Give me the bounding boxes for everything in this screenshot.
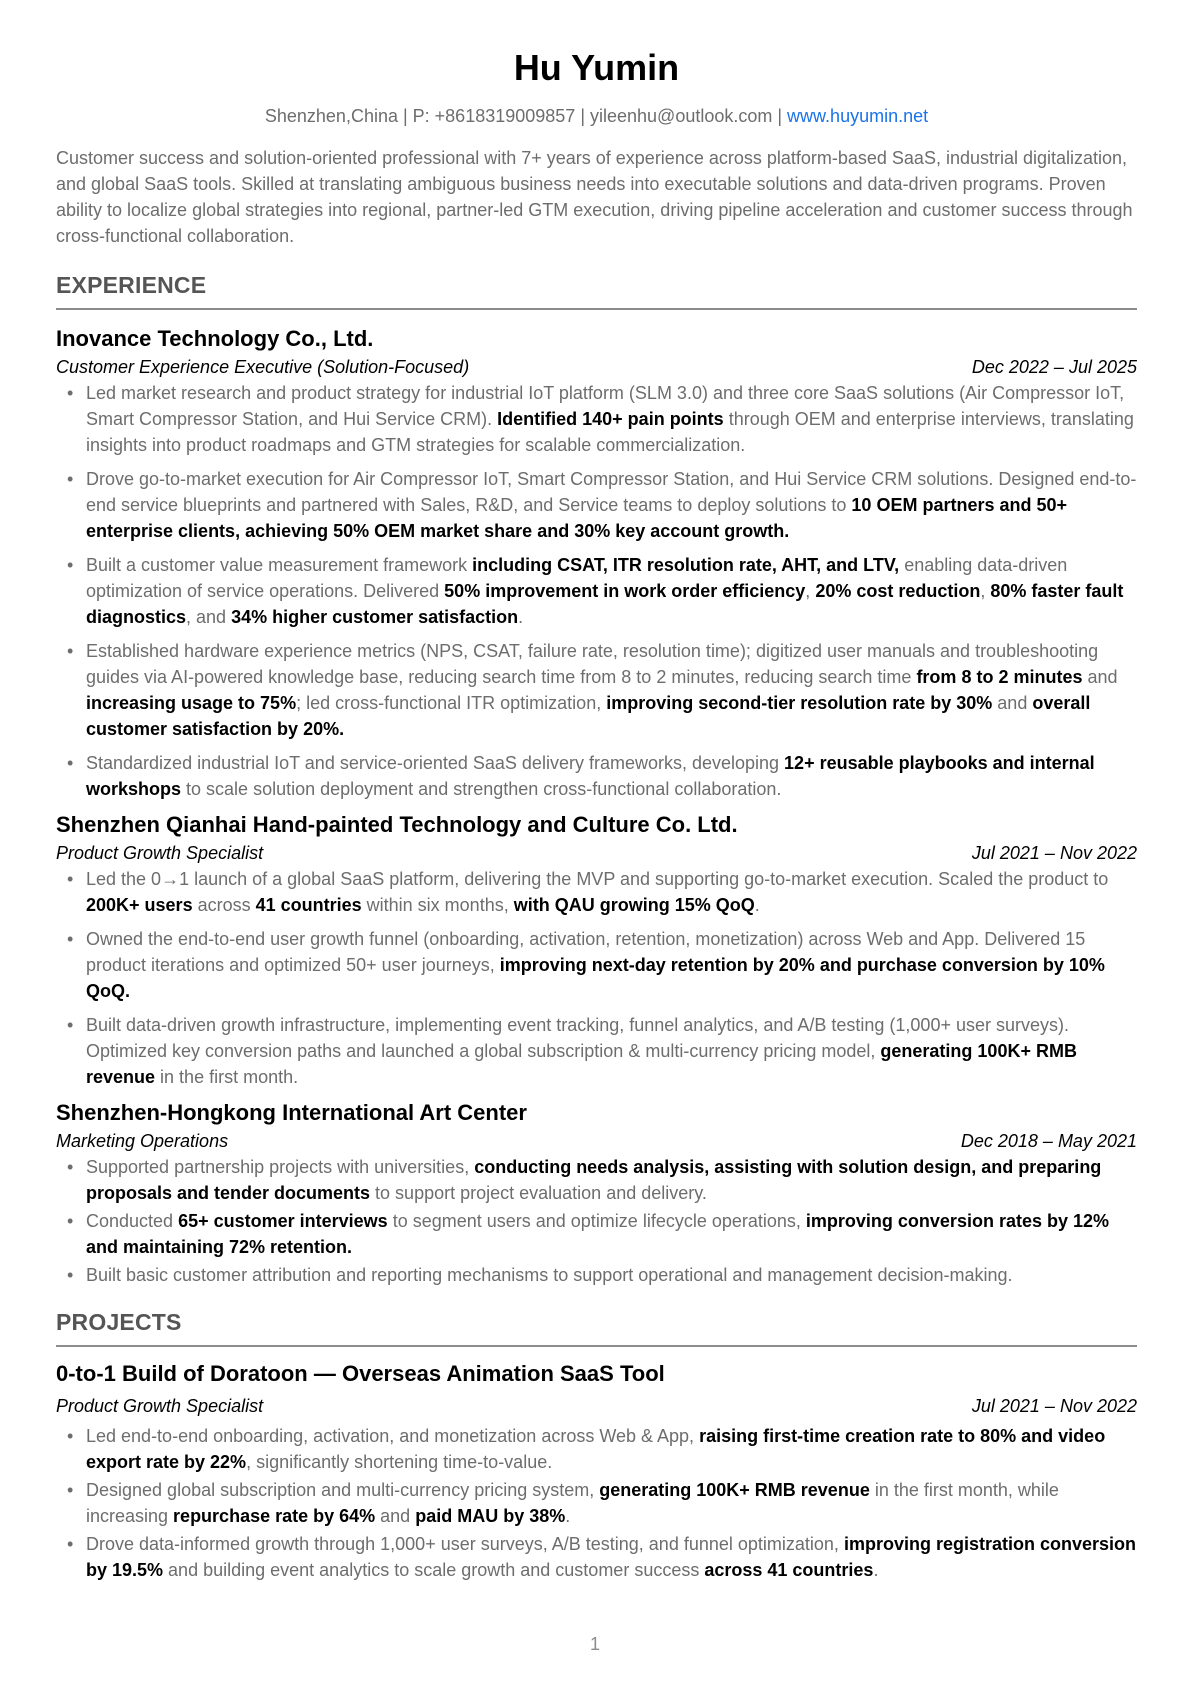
bold-text: improving registration conversion by 19.5% bbox=[86, 1534, 1136, 1580]
text: Led end-to-end onboarding, activation, and monetization across Web & App, bbox=[86, 1426, 700, 1446]
bold-text: generating 100K+ RMB revenue bbox=[86, 1041, 1077, 1087]
entry-title: Shenzhen Qianhai Hand-painted Technology and Culture Co. Ltd. bbox=[56, 812, 738, 837]
text: . bbox=[518, 607, 524, 627]
candidate-name: Hu Yumin bbox=[513, 47, 680, 88]
role-row bbox=[56, 1128, 1137, 1154]
role-row bbox=[56, 1393, 1137, 1419]
text: . bbox=[565, 1506, 571, 1526]
page-number: 1 bbox=[589, 1634, 600, 1654]
bullet-dot: • bbox=[67, 1015, 74, 1035]
text: and bbox=[375, 1506, 416, 1526]
text: Drove data-informed growth through 1,000+ user surveys, A/B testing, and funnel optimization, bbox=[86, 1534, 844, 1554]
text: in the first month. bbox=[155, 1067, 299, 1087]
role-title: Customer Experience Executive (Solution-Focused) bbox=[56, 357, 470, 377]
bullet-dot: • bbox=[67, 1265, 74, 1285]
bold-text: Identified 140+ pain points bbox=[497, 409, 724, 429]
bullet-dot: • bbox=[67, 383, 74, 403]
text: to segment users and optimize lifecycle operations, bbox=[387, 1211, 806, 1231]
text: Conducted bbox=[86, 1211, 179, 1231]
bold-text: 50% improvement in work order efficiency bbox=[444, 581, 806, 601]
bullet-dot: • bbox=[67, 1426, 74, 1446]
bullet-item bbox=[56, 926, 1137, 1004]
text: Standardized industrial IoT and service-oriented SaaS delivery frameworks, developing bbox=[86, 753, 785, 773]
contact-details: Shenzhen,China | P: +8618319009857 | yileenhu@outlook.com | bbox=[264, 106, 788, 126]
role-title: Product Growth Specialist bbox=[56, 1396, 264, 1416]
bold-text: overall customer satisfaction by 20%. bbox=[86, 693, 1091, 739]
section-title-experience: EXPERIENCE bbox=[56, 269, 1137, 310]
bold-text: 65+ customer interviews bbox=[178, 1211, 388, 1231]
text: Designed global subscription and multi-currency pricing system, bbox=[86, 1480, 600, 1500]
text: , and bbox=[186, 607, 232, 627]
bullet-list bbox=[56, 1154, 1137, 1288]
bullet-item bbox=[56, 1012, 1137, 1090]
bullet-item bbox=[56, 1423, 1137, 1475]
bold-text: across 41 countries bbox=[704, 1560, 874, 1580]
bold-text: paid MAU by 38% bbox=[415, 1506, 566, 1526]
bullet-dot: • bbox=[67, 1480, 74, 1500]
bullet-dot: • bbox=[67, 1157, 74, 1177]
bullet-item bbox=[56, 866, 1137, 918]
text: and bbox=[992, 693, 1033, 713]
bullet-dot: • bbox=[67, 555, 74, 575]
text: , significantly shortening time-to-value. bbox=[246, 1452, 553, 1472]
bold-text: 10 OEM partners and 50+ enterprise clients, achieving 50% OEM market share and 30% key account growth. bbox=[86, 495, 1068, 541]
text: Drove go-to-market execution for Air Compressor IoT, Smart Compressor Station, and Hui Service CRM solutions. Designed end-to-end service blueprints and partnered with Sales, R&D, and Service teams to deploy solutions to bbox=[86, 469, 1137, 515]
bullet-list bbox=[56, 380, 1137, 802]
text: . bbox=[873, 1560, 879, 1580]
bold-text: improving second-tier resolution rate by 30% bbox=[606, 693, 993, 713]
text: to scale solution deployment and strengthen cross-functional collaboration. bbox=[181, 779, 782, 799]
date-range: Jul 2021 – Nov 2022 bbox=[971, 843, 1137, 863]
text: in the first month, while increasing bbox=[86, 1480, 1059, 1526]
bullet-item bbox=[56, 1154, 1137, 1206]
bullet-dot: • bbox=[67, 469, 74, 489]
bullet-item bbox=[56, 1477, 1137, 1529]
text: and building event analytics to scale growth and customer success bbox=[163, 1560, 705, 1580]
bold-text: 80% faster fault diagnostics bbox=[86, 581, 1124, 627]
bullet-list bbox=[56, 866, 1137, 1090]
bold-text: 20% cost reduction bbox=[815, 581, 981, 601]
bold-text: generating 100K+ RMB revenue bbox=[599, 1480, 870, 1500]
text: across bbox=[192, 895, 256, 915]
date-range: Dec 2022 – Jul 2025 bbox=[971, 357, 1137, 377]
summary: Customer success and solution-oriented professional with 7+ years of experience across platform-based SaaS, industrial digitalization, and global SaaS tools. Skilled at translating ambiguous business needs into executable solutions and data-driven programs. Proven ability to localize global strategies into regional, partner-led GTM execution, driving pipeline acceleration and customer success through cross-functional collaboration. bbox=[56, 148, 1133, 246]
bullet-dot: • bbox=[67, 641, 74, 661]
bold-text: including CSAT, ITR resolution rate, AHT, and LTV, bbox=[472, 555, 900, 575]
projects-list bbox=[56, 1359, 1137, 1583]
text: and bbox=[1082, 667, 1118, 687]
bold-text: 34% higher customer satisfaction bbox=[231, 607, 519, 627]
bullet-dot: • bbox=[67, 869, 74, 889]
bullet-item bbox=[56, 1531, 1137, 1583]
text: Led market research and product strategy for industrial IoT platform (SLM 3.0) and three core SaaS solutions (Air Compressor IoT, Smart Compressor Station, and Hui Service CRM). bbox=[86, 383, 1125, 429]
bullet-item bbox=[56, 380, 1137, 458]
bullet-item bbox=[56, 552, 1137, 630]
text: , bbox=[805, 581, 816, 601]
text: enabling data-driven optimization of service operations. Delivered bbox=[86, 555, 1068, 601]
contact-line bbox=[56, 102, 1137, 130]
text: Owned the end-to-end user growth funnel (onboarding, activation, retention, monetization) across Web and App. Delivered 15 product iterations and optimized 50+ user journeys, bbox=[86, 929, 1086, 975]
bold-text: improving next-day retention by 20% and purchase conversion by 10% QoQ. bbox=[86, 955, 1105, 1001]
bold-text: conducting needs analysis, assisting with solution design, and preparing proposals and tender documents bbox=[86, 1157, 1102, 1203]
bold-text: 41 countries bbox=[255, 895, 362, 915]
bullet-item bbox=[56, 1208, 1137, 1260]
website-link[interactable]: www.huyumin.net bbox=[787, 106, 929, 126]
text: to support project evaluation and delivery. bbox=[370, 1183, 707, 1203]
bold-text: 200K+ users bbox=[86, 895, 193, 915]
bold-text: improving conversion rates by 12% and maintaining 72% retention. bbox=[86, 1211, 1110, 1257]
text: through OEM and enterprise interviews, translating insights into product roadmaps and GTM strategies for scalable commercialization. bbox=[86, 409, 1134, 455]
section-title-projects: PROJECTS bbox=[56, 1306, 1137, 1347]
bullet-list bbox=[56, 1423, 1137, 1583]
bold-text: 12+ reusable playbooks and internal workshops bbox=[86, 753, 1095, 799]
text: Led the 0→1 launch of a global SaaS platform, delivering the MVP and supporting go-to-market execution. Scaled the product to bbox=[86, 869, 1109, 889]
bullet-dot: • bbox=[67, 1534, 74, 1554]
experience-list bbox=[56, 324, 1137, 1288]
text: ; led cross-functional ITR optimization, bbox=[296, 693, 607, 713]
date-range: Dec 2018 – May 2021 bbox=[960, 1131, 1137, 1151]
text: Established hardware experience metrics (NPS, CSAT, failure rate, resolution time); digitized user manuals and troubleshooting guides via AI-powered knowledge base, reducing search time from 8 to 2 minutes, reducing search time bbox=[86, 641, 1099, 687]
text: . bbox=[754, 895, 760, 915]
role-row bbox=[56, 840, 1137, 866]
bullet-dot: • bbox=[67, 1211, 74, 1231]
bold-text: increasing usage to 75% bbox=[86, 693, 297, 713]
text: Built basic customer attribution and reporting mechanisms to support operational and management decision-making. bbox=[86, 1265, 1013, 1285]
bullet-item bbox=[56, 1262, 1137, 1288]
resume-page bbox=[56, 0, 1137, 1585]
bullet-item bbox=[56, 750, 1137, 802]
entry-title: Inovance Technology Co., Ltd. bbox=[56, 326, 374, 351]
role-title: Marketing Operations bbox=[56, 1131, 229, 1151]
date-range: Jul 2021 – Nov 2022 bbox=[971, 1396, 1137, 1416]
text: within six months, bbox=[361, 895, 514, 915]
bullet-dot: • bbox=[67, 929, 74, 949]
bold-text: repurchase rate by 64% bbox=[173, 1506, 376, 1526]
text: Supported partnership projects with universities, bbox=[86, 1157, 475, 1177]
bold-text: from 8 to 2 minutes bbox=[916, 667, 1083, 687]
entry-title: Shenzhen-Hongkong International Art Center bbox=[56, 1100, 527, 1125]
bold-text: raising first-time creation rate to 80% and video export rate by 22% bbox=[86, 1426, 1106, 1472]
entry-title: 0-to-1 Build of Doratoon — Overseas Animation SaaS Tool bbox=[56, 1361, 665, 1386]
bullet-item bbox=[56, 466, 1137, 544]
text: Built data-driven growth infrastructure, implementing event tracking, funnel analytics, and A/B testing (1,000+ user surveys). Optimized key conversion paths and launched a global subscription & multi-currency pricing model, bbox=[86, 1015, 1069, 1061]
role-title: Product Growth Specialist bbox=[56, 843, 264, 863]
text: Built a customer value measurement framework bbox=[86, 555, 473, 575]
bullet-item bbox=[56, 638, 1137, 742]
bullet-dot: • bbox=[67, 753, 74, 773]
bold-text: with QAU growing 15% QoQ bbox=[513, 895, 755, 915]
text: , bbox=[980, 581, 991, 601]
role-row bbox=[56, 354, 1137, 380]
